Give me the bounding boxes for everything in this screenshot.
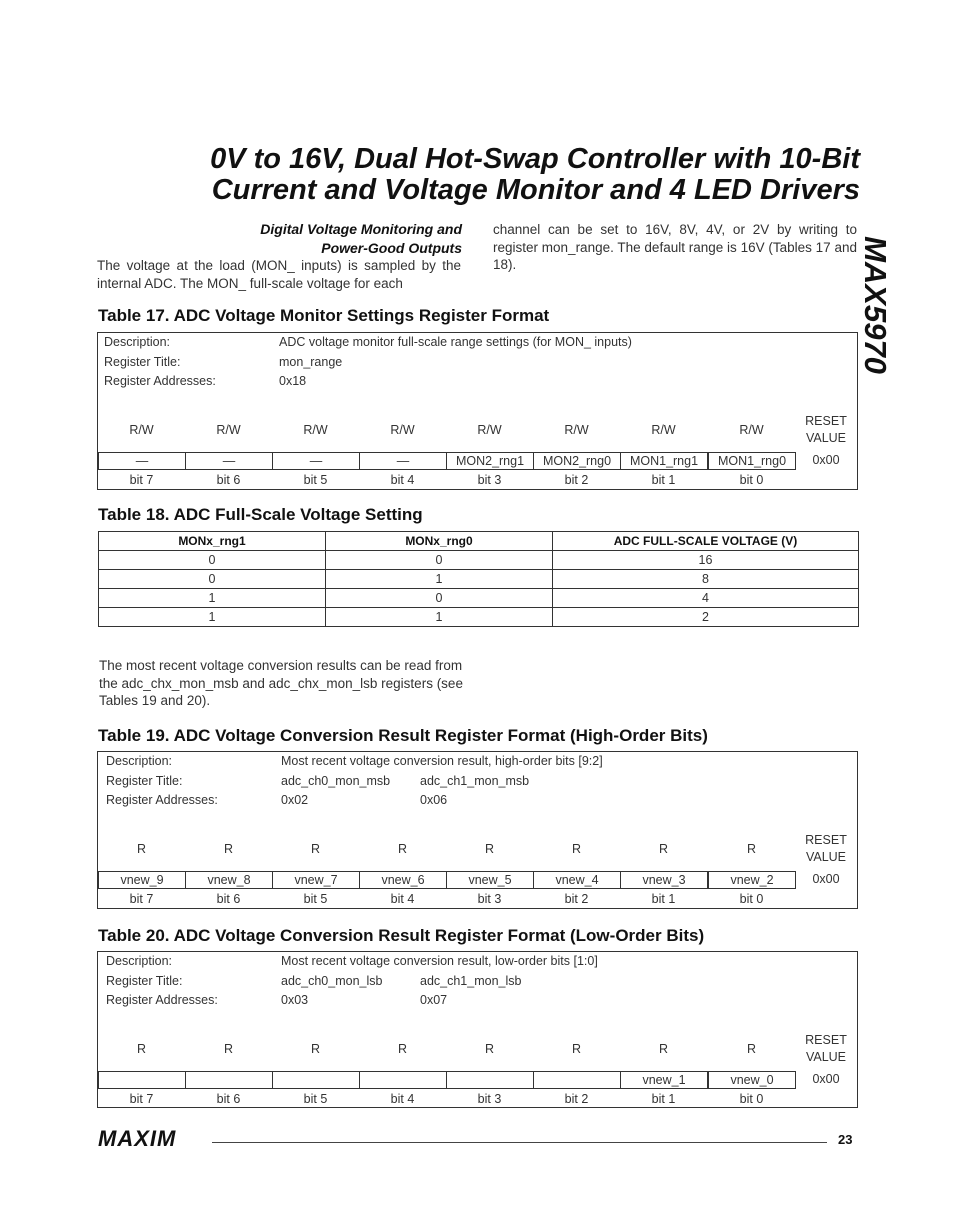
label-description: Description: [106, 754, 172, 768]
table-cell: 8 [553, 570, 859, 589]
table17-caption: Table 17. ADC Voltage Monitor Settings Register Format [98, 306, 550, 325]
access-label: R [746, 842, 757, 856]
table20-register-box [97, 951, 858, 1108]
table17-register-box [97, 332, 858, 490]
access-label: R [658, 1042, 669, 1056]
reset-label: VALUE [805, 431, 847, 445]
bit-name-cell: — [185, 452, 273, 470]
table-cell: 0 [326, 589, 553, 608]
section-paragraph-right: channel can be set to 16V, 8V, 4V, or 2V by writing to register mon_range. The default range is 16V (Tables 17 and 18). [493, 222, 857, 272]
access-label: R [484, 842, 495, 856]
reset-label: RESET [805, 833, 847, 847]
bit-position-label: bit 2 [564, 1092, 589, 1106]
register-address-value: 0x02 [281, 793, 309, 807]
bit-name-cell: — [272, 452, 360, 470]
bit-name-cell [359, 1071, 447, 1089]
bit-position-label: bit 1 [651, 1092, 676, 1106]
access-label: R [310, 842, 321, 856]
label-description: Description: [104, 335, 170, 349]
label-register-title: Register Title: [106, 774, 183, 788]
access-label: R/W [477, 423, 502, 437]
register-title-value: adc_ch1_mon_lsb [420, 974, 522, 988]
bit-name-cell [98, 1071, 186, 1089]
bit-position-label: bit 4 [390, 1092, 415, 1106]
table18 [98, 531, 859, 627]
reset-value: 0x00 [812, 1072, 840, 1086]
bit-position-label: bit 7 [129, 892, 154, 906]
bit-position-label: bit 7 [129, 1092, 154, 1106]
bit-name-cell: — [359, 452, 447, 470]
bit-position-label: bit 3 [477, 473, 502, 487]
table19-register-box [97, 751, 858, 909]
bit-name-cell [446, 1071, 534, 1089]
table-row [99, 589, 859, 608]
bit-position-label: bit 4 [390, 473, 415, 487]
table-cell: 4 [553, 589, 859, 608]
label-register-addresses: Register Addresses: [106, 993, 218, 1007]
table-cell: 1 [326, 608, 553, 627]
reset-label: VALUE [805, 1050, 847, 1064]
section-heading-line-2: Power-Good Outputs [321, 240, 462, 256]
bit-name-cell: — [98, 452, 186, 470]
page-title [98, 144, 860, 206]
bit-position-label: bit 3 [477, 892, 502, 906]
reset-label: RESET [805, 1033, 847, 1047]
section-heading-line-1: Digital Voltage Monitoring and [260, 221, 462, 237]
title-line-1: 0V to 16V, Dual Hot-Swap Controller with 10-Bit [210, 143, 860, 175]
table18-caption: Table 18. ADC Full-Scale Voltage Setting [98, 505, 423, 524]
bit-name-cell: vnew_5 [446, 871, 534, 889]
bit-position-label: bit 5 [303, 892, 328, 906]
bit-name-cell: MON1_rng0 [708, 452, 796, 470]
footer-rule [212, 1142, 827, 1143]
bit-position-label: bit 3 [477, 1092, 502, 1106]
register-address-value: 0x18 [279, 374, 307, 388]
access-label: R [136, 842, 147, 856]
table18-header-cell: ADC FULL-SCALE VOLTAGE (V) [553, 532, 859, 551]
access-label: R/W [739, 423, 764, 437]
reset-label: VALUE [805, 850, 847, 864]
part-number-label: MAX5970 [858, 236, 893, 374]
bit-name-cell: MON2_rng1 [446, 452, 534, 470]
access-label: R [571, 1042, 582, 1056]
reset-label: RESET [805, 414, 847, 428]
access-label: R/W [303, 423, 328, 437]
table18-header-row [99, 532, 859, 551]
description-value: Most recent voltage conversion result, low-order bits [1:0] [281, 954, 598, 968]
bit-name-cell [533, 1071, 621, 1089]
access-label: R [571, 842, 582, 856]
description-value: Most recent voltage conversion result, high-order bits [9:2] [281, 754, 603, 768]
register-address-value: 0x07 [420, 993, 448, 1007]
bit-position-label: bit 6 [216, 1092, 241, 1106]
table-row [99, 608, 859, 627]
access-label: R [746, 1042, 757, 1056]
bit-position-label: bit 0 [739, 892, 764, 906]
bit-position-label: bit 4 [390, 892, 415, 906]
register-title-value: adc_ch1_mon_msb [420, 774, 530, 788]
access-label: R [223, 842, 234, 856]
bit-name-cell: vnew_0 [708, 1071, 796, 1089]
bit-name-cell: vnew_2 [708, 871, 796, 889]
table-row [99, 570, 859, 589]
bit-name-cell: vnew_8 [185, 871, 273, 889]
bit-position-label: bit 5 [303, 473, 328, 487]
table-cell: 16 [553, 551, 859, 570]
maxim-logo: MAXIM [98, 1126, 177, 1151]
bit-position-label: bit 0 [739, 473, 764, 487]
bit-name-cell: vnew_9 [98, 871, 186, 889]
section-heading [98, 220, 462, 258]
table20-caption: Table 20. ADC Voltage Conversion Result Register Format (Low-Order Bits) [98, 926, 705, 945]
bit-name-cell: MON1_rng1 [620, 452, 708, 470]
reset-value: 0x00 [812, 453, 840, 467]
table-cell: 1 [326, 570, 553, 589]
bit-name-cell: vnew_7 [272, 871, 360, 889]
bit-position-label: bit 5 [303, 1092, 328, 1106]
table-cell: 0 [99, 570, 326, 589]
label-register-addresses: Register Addresses: [106, 793, 218, 807]
bit-position-label: bit 0 [739, 1092, 764, 1106]
bit-position-label: bit 2 [564, 892, 589, 906]
access-label: R [136, 1042, 147, 1056]
access-label: R/W [390, 423, 415, 437]
title-line-2: Current and Voltage Monitor and 4 LED Drivers [211, 174, 860, 206]
bit-position-label: bit 6 [216, 473, 241, 487]
access-label: R/W [216, 423, 241, 437]
register-address-value: 0x06 [420, 793, 448, 807]
register-title-value: mon_range [279, 355, 343, 369]
table19-caption: Table 19. ADC Voltage Conversion Result Register Format (High-Order Bits) [98, 726, 708, 745]
access-label: R/W [129, 423, 154, 437]
bit-position-label: bit 1 [651, 892, 676, 906]
register-title-value: adc_ch0_mon_msb [281, 774, 391, 788]
access-label: R [223, 1042, 234, 1056]
table-cell: 1 [99, 608, 326, 627]
table-cell: 2 [553, 608, 859, 627]
table18-header-cell: MONx_rng0 [326, 532, 553, 551]
table-cell: 0 [326, 551, 553, 570]
table-cell: 0 [99, 551, 326, 570]
access-label: R [310, 1042, 321, 1056]
bit-name-cell [185, 1071, 273, 1089]
bit-name-cell: vnew_6 [359, 871, 447, 889]
label-register-title: Register Title: [104, 355, 181, 369]
page-number: 23 [838, 1132, 853, 1147]
section-paragraph-left: The voltage at the load (MON_ inputs) is sampled by the internal ADC. The MON_ full-scale voltage for each [97, 258, 461, 291]
bit-name-cell: vnew_3 [620, 871, 708, 889]
access-label: R [484, 1042, 495, 1056]
bit-name-cell: vnew_1 [620, 1071, 708, 1089]
access-label: R [397, 1042, 408, 1056]
access-label: R [397, 842, 408, 856]
access-label: R/W [564, 423, 589, 437]
bit-name-cell: vnew_4 [533, 871, 621, 889]
bit-position-label: bit 1 [651, 473, 676, 487]
mid-paragraph: The most recent voltage conversion results can be read from the adc_chx_mon_msb and adc_chx_mon_lsb registers (see Tables 19 and 20). [99, 658, 463, 708]
access-label: R [658, 842, 669, 856]
bit-position-label: bit 6 [216, 892, 241, 906]
table18-header-cell: MONx_rng1 [99, 532, 326, 551]
reset-value: 0x00 [812, 872, 840, 886]
table-cell: 1 [99, 589, 326, 608]
bit-name-cell: MON2_rng0 [533, 452, 621, 470]
label-description: Description: [106, 954, 172, 968]
table-row [99, 551, 859, 570]
bit-name-cell [272, 1071, 360, 1089]
access-label: R/W [651, 423, 676, 437]
label-register-addresses: Register Addresses: [104, 374, 216, 388]
register-title-value: adc_ch0_mon_lsb [281, 974, 383, 988]
bit-position-label: bit 7 [129, 473, 154, 487]
side-part-number [855, 225, 895, 385]
label-register-title: Register Title: [106, 974, 183, 988]
bit-position-label: bit 2 [564, 473, 589, 487]
register-address-value: 0x03 [281, 993, 309, 1007]
description-value: ADC voltage monitor full-scale range settings (for MON_ inputs) [279, 335, 632, 349]
